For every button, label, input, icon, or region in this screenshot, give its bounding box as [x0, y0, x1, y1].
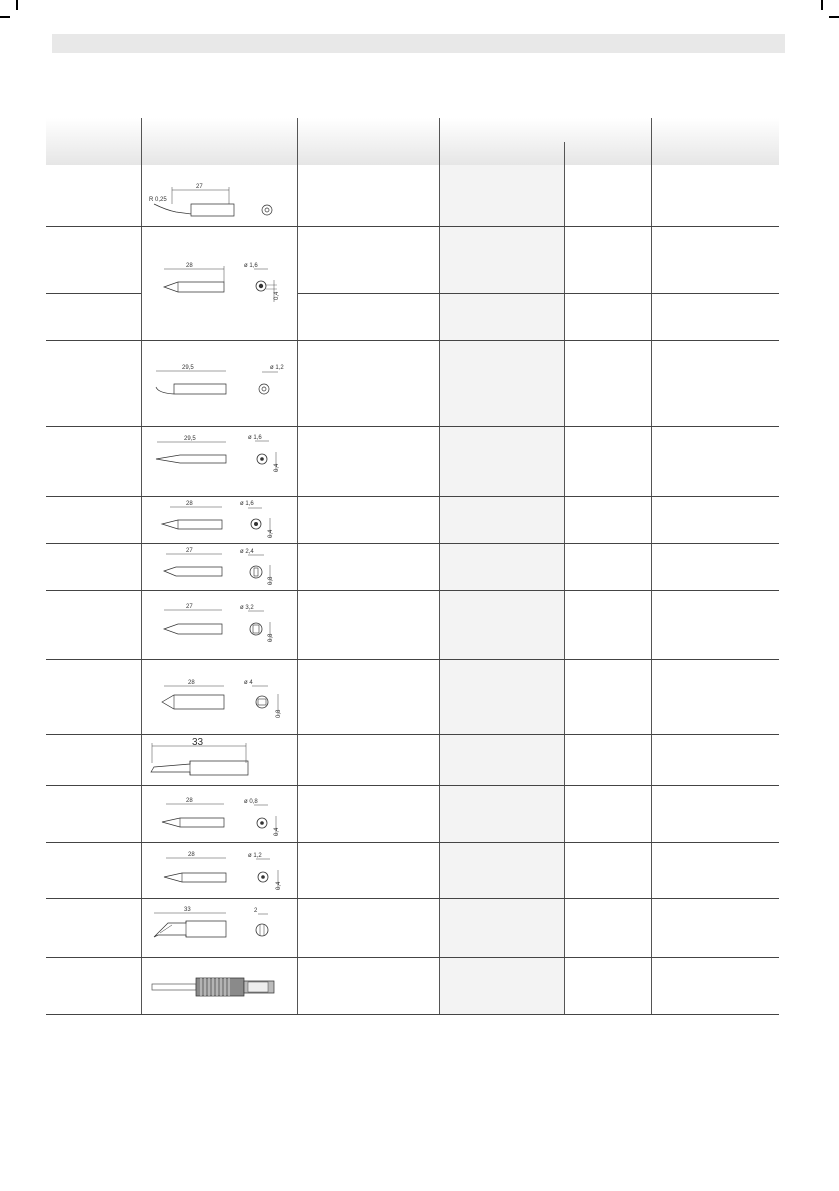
dim-width: 2	[254, 908, 258, 914]
dim-length: 27	[186, 604, 193, 610]
dim-length: 28	[186, 798, 193, 804]
dim-diameter: ø 4	[244, 680, 253, 686]
dim-thickness: 0,4	[274, 463, 280, 472]
tip-drawing	[152, 545, 292, 590]
column-divider	[297, 118, 298, 1015]
dim-length: 27	[186, 548, 193, 554]
row-divider	[46, 785, 779, 786]
tip-drawing	[152, 794, 292, 839]
dim-diameter: ø 1,6	[240, 501, 254, 507]
dim-diameter: ø 3,2	[240, 605, 254, 611]
dim-thickness: 0,4	[276, 881, 282, 890]
table-header	[46, 118, 779, 165]
dim-length: 28	[186, 263, 193, 269]
column-divider	[564, 142, 565, 1015]
dim-thickness: 0,8	[268, 576, 274, 585]
crop-mark	[821, 0, 823, 10]
column-divider	[141, 118, 142, 1015]
dim-thickness: 0,8	[268, 633, 274, 642]
row-divider	[46, 426, 779, 427]
row-divider	[46, 842, 779, 843]
tip-drawing	[152, 430, 292, 480]
dim-thickness: 0,4	[274, 291, 280, 300]
crop-mark	[0, 16, 10, 18]
column-divider	[651, 118, 652, 1015]
row-divider	[46, 898, 779, 899]
dim-diameter: ø 1,2	[270, 365, 284, 371]
dim-diameter: ø 2,4	[240, 549, 254, 555]
tip-holder-drawing	[148, 968, 293, 1008]
row-divider	[46, 659, 779, 660]
dim-thickness: 0,4	[268, 529, 274, 538]
row-divider	[298, 293, 779, 294]
dim-diameter: ø 1,6	[244, 263, 258, 269]
tip-drawing	[152, 676, 292, 726]
tip-drawing	[152, 498, 292, 543]
row-divider	[46, 496, 779, 497]
dim-diameter: ø 1,6	[248, 435, 262, 441]
dim-length: 33	[192, 737, 204, 748]
dim-length: 28	[188, 852, 195, 858]
column-divider	[439, 118, 440, 1015]
row-divider	[46, 543, 779, 544]
dim-length: 28	[188, 680, 195, 686]
dim-radius: R 0,25	[149, 197, 167, 203]
row-divider	[46, 734, 779, 735]
dim-thickness: 0,4	[274, 827, 280, 836]
tip-drawing	[146, 737, 296, 782]
row-divider	[46, 590, 779, 591]
tip-drawing	[152, 258, 292, 308]
row-divider	[46, 957, 779, 958]
dim-diameter: ø 1,2	[248, 853, 262, 859]
page-header-bar	[52, 34, 785, 53]
tip-drawing	[150, 903, 290, 948]
row-divider	[46, 293, 141, 294]
dim-length: 29,5	[182, 365, 194, 371]
crop-mark	[829, 16, 839, 18]
dim-length: 33	[184, 907, 191, 913]
row-divider	[46, 340, 779, 341]
tip-drawing	[152, 362, 292, 402]
row-divider	[46, 1014, 779, 1015]
row-divider	[46, 226, 779, 227]
crop-mark	[16, 0, 18, 10]
dim-thickness: 0,8	[276, 709, 282, 718]
dim-length: 28	[186, 501, 193, 507]
tip-drawing	[152, 600, 292, 650]
dim-diameter: ø 0,8	[244, 799, 258, 805]
tip-drawing	[152, 848, 292, 893]
dim-length: 27	[196, 184, 203, 190]
dim-length: 29,5	[184, 436, 196, 442]
tip-drawing	[146, 180, 286, 220]
